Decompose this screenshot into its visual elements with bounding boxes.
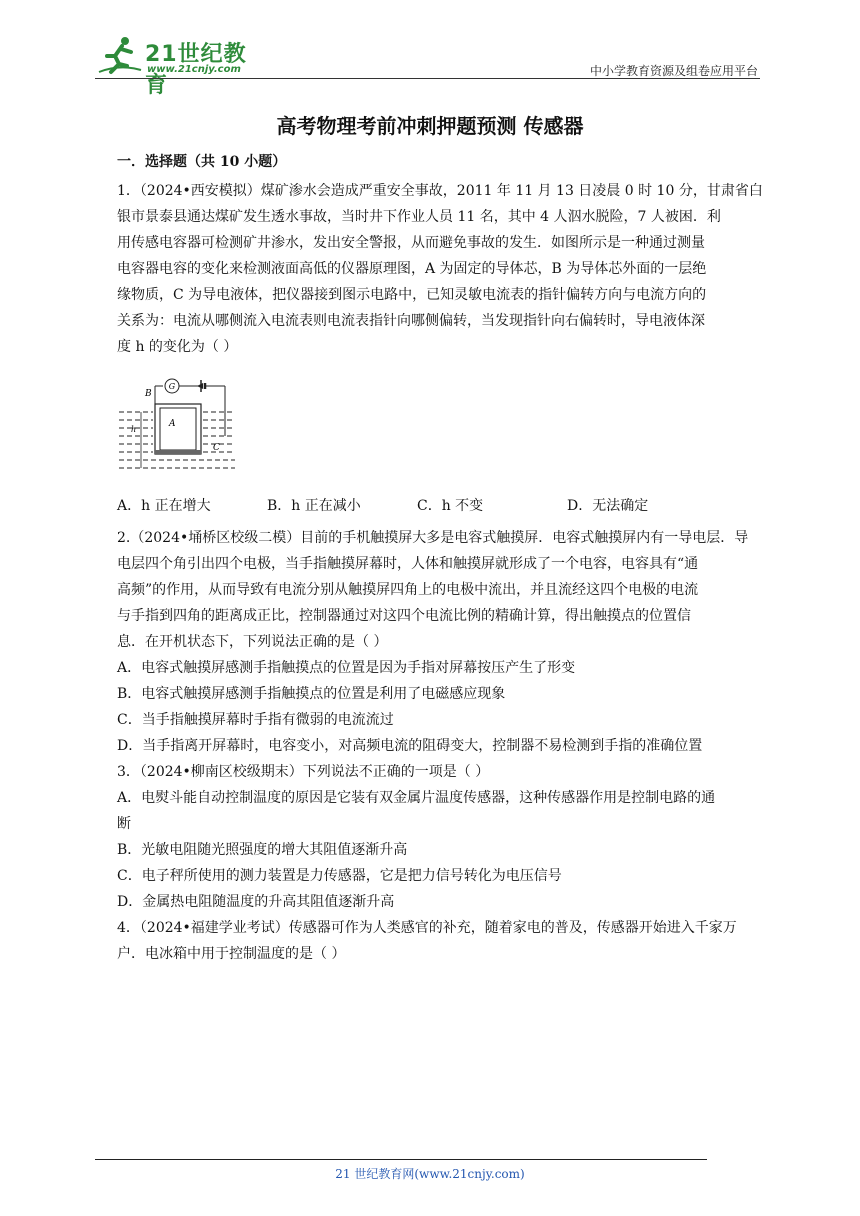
question-text-line: 电容器电容的变化来检测液面高低的仪器原理图，A 为固定的导体芯，B 为导体芯外面的一层绝	[117, 261, 707, 277]
question-text-line: 用传感电容器可检测矿井渗水，发出安全警报，从而避免事故的发生．如图所示是一种通过测量	[117, 235, 705, 251]
question-text-line: 户．电冰箱中用于控制温度的是（ ）	[117, 946, 346, 962]
option-d[interactable]: D．金属热电阻随温度的升高其阻值逐渐升高	[117, 894, 395, 910]
question-text-line: 电层四个角引出四个电极，当手指触摸屏幕时，人体和触摸屏就形成了一个电容，电容具有“通	[117, 556, 699, 572]
option-b[interactable]: B．光敏电阻随光照强度的增大其阻值逐渐升高	[117, 842, 408, 858]
label-h: h	[131, 425, 137, 434]
option-b[interactable]: B．h 正在减小	[267, 498, 361, 514]
logo-text: 21世纪教育	[145, 42, 247, 98]
option-a[interactable]: A．电熨斗能自动控制温度的原因是它装有双金属片温度传感器，这种传感器作用是控制电路的通	[117, 790, 716, 806]
question-text-line: 与手指到四角的距离成正比，控制器通过对这四个电流比例的精确计算，得出触摸点的位置信	[117, 608, 691, 624]
galvanometer-label: G	[168, 382, 176, 391]
label-c: C	[213, 443, 220, 453]
question-3	[117, 759, 757, 915]
question-text-line: 1．（2024•西安模拟）煤矿渗水会造成严重安全事故，2011 年 11 月 13 日凌晨 0 时 10 分，甘肃省白	[117, 183, 763, 199]
label-a: A	[169, 419, 176, 429]
option-a[interactable]: A．电容式触摸屏感测手指触摸点的位置是因为手指对屏幕按压产生了形变	[117, 660, 576, 676]
page-title: 高考物理考前冲刺押题预测 传感器	[276, 114, 584, 138]
option-a-continued: 断	[117, 816, 131, 832]
capacitor-circuit-figure	[117, 374, 237, 478]
footer-link[interactable]: 21 世纪教育网(www.21cnjy.com)	[335, 1167, 525, 1181]
question-text-line: 缘物质，C 为导电液体，把仪器接到图示电路中，已知灵敏电流表的指针偏转方向与电流方向的	[117, 287, 707, 303]
question-text-line: 息．在开机状态下，下列说法正确的是（ ）	[117, 634, 388, 650]
questions-list	[117, 178, 763, 967]
question-text-line: 2.（2024•埇桥区校级二模）目前的手机触摸屏大多是电容式触摸屏．电容式触摸屏内有一导电层．导	[117, 530, 749, 546]
question-text-line: 3．（2024•柳南区校级期末）下列说法不正确的一项是（ ）	[117, 764, 490, 780]
question-text-line: 度 h 的变化为（ ）	[117, 339, 238, 355]
section-heading: 一．选择题（共 10 小题）	[117, 154, 287, 170]
question-text-line: 银市景泰县通达煤矿发生透水事故，当时井下作业人员 11 名，其中 4 人泅水脱险，7 人被困．利	[117, 209, 721, 225]
footer-divider	[95, 1159, 707, 1160]
question-1	[117, 178, 763, 519]
question-text-line: 关系为：电流从哪侧流入电流表则电流表指针向哪侧偏转，当发现指针向右偏转时，导电液体深	[117, 313, 705, 329]
header-platform-text: 中小学教育资源及组卷应用平台	[589, 64, 758, 78]
header-divider	[95, 78, 760, 79]
option-d[interactable]: D．当手指离开屏幕时，电容变小，对高频电流的阻碍变大，控制器不易检测到手指的准确位置	[117, 738, 703, 754]
option-c[interactable]: C．电子秤所使用的测力装置是力传感器，它是把力信号转化为电压信号	[117, 868, 562, 884]
page-header	[95, 30, 760, 98]
question-2	[117, 525, 757, 759]
question-4	[117, 915, 757, 967]
option-d[interactable]: D．无法确定	[567, 498, 649, 514]
site-logo[interactable]	[95, 34, 265, 98]
label-b: B	[145, 389, 152, 399]
question-text-line: 4．（2024•福建学业考试）传感器可作为人类感官的补充，随着家电的普及，传感器开始进入千家万	[117, 920, 737, 936]
runner-logo-icon	[95, 34, 145, 76]
option-a[interactable]: A．h 正在增大	[117, 498, 211, 514]
options-row	[117, 493, 757, 519]
option-c[interactable]: C．h 不变	[417, 498, 484, 514]
question-text-line: 高频”的作用，从而导致有电流分别从触摸屏四角上的电极中流出，并且流经这四个电极的电流	[117, 582, 699, 598]
option-c[interactable]: C．当手指触摸屏幕时手指有微弱的电流流过	[117, 712, 394, 728]
logo-url: www.21cnjy.com	[147, 64, 241, 75]
option-b[interactable]: B．电容式触摸屏感测手指触摸点的位置是利用了电磁感应现象	[117, 686, 506, 702]
